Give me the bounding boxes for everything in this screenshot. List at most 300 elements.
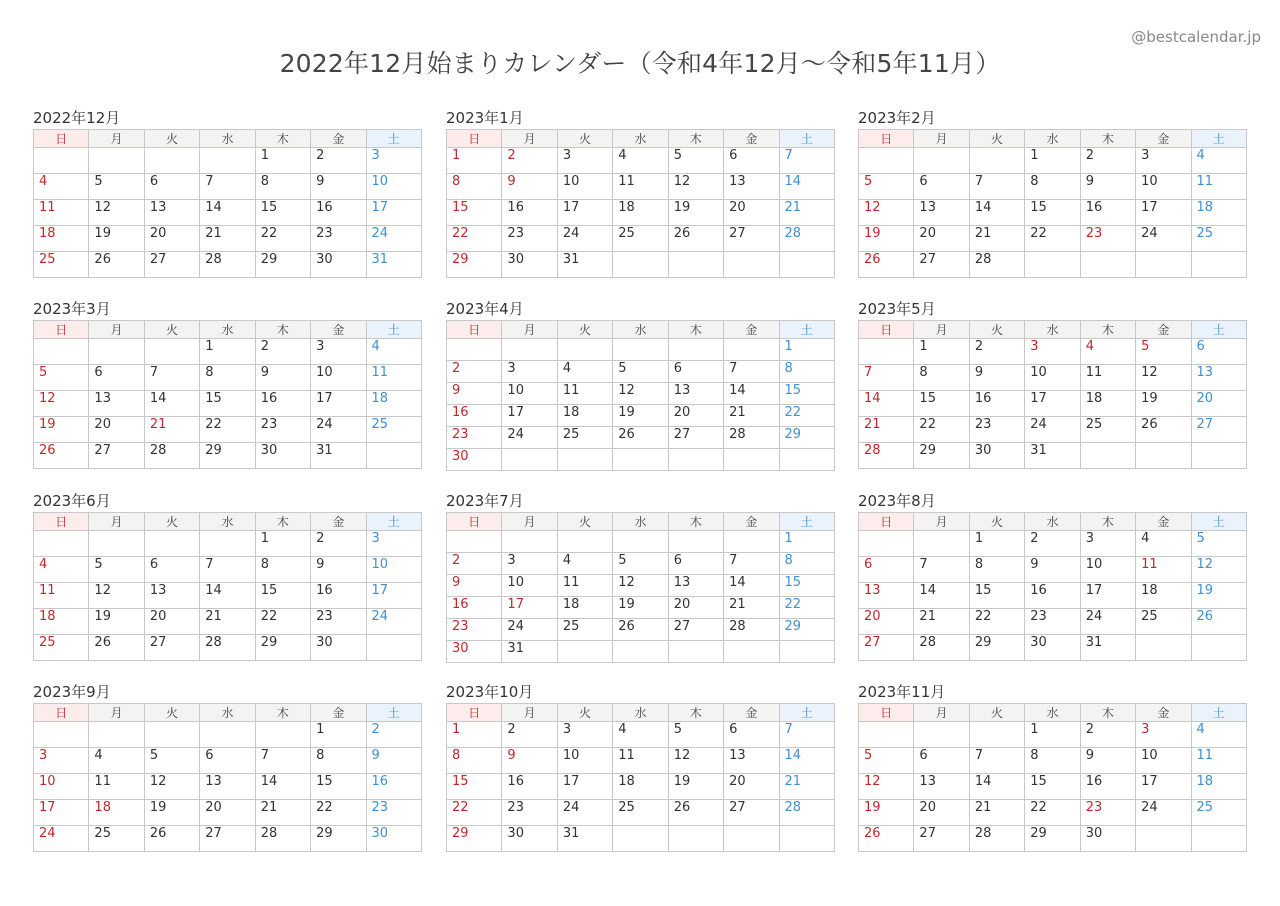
- day-cell: 6: [859, 557, 914, 583]
- month-calendar: [446, 107, 836, 278]
- week-row: [447, 148, 835, 174]
- weekday-header: 木: [668, 130, 723, 148]
- day-cell: 29: [200, 443, 255, 469]
- day-cell: 1: [255, 148, 310, 174]
- empty-day-cell: [613, 449, 668, 471]
- day-cell: 6: [89, 365, 144, 391]
- week-row: [34, 226, 422, 252]
- empty-day-cell: [613, 252, 668, 278]
- day-cell: 25: [557, 427, 612, 449]
- month-calendar: [446, 681, 836, 852]
- day-cell: 3: [34, 748, 89, 774]
- weekday-header: 木: [255, 321, 310, 339]
- weekday-header-row: [859, 704, 1247, 722]
- day-cell: 29: [447, 252, 502, 278]
- day-cell: 17: [1136, 200, 1191, 226]
- week-row: [34, 722, 422, 748]
- day-cell: 8: [200, 365, 255, 391]
- week-row: [447, 641, 835, 663]
- day-cell: 21: [200, 226, 255, 252]
- day-cell: 10: [1136, 748, 1191, 774]
- month-table: [33, 320, 422, 469]
- day-cell: 1: [447, 148, 502, 174]
- day-cell: 14: [200, 583, 255, 609]
- day-cell: 6: [914, 748, 969, 774]
- weekday-header: 火: [144, 704, 199, 722]
- weekday-header: 日: [447, 130, 502, 148]
- day-cell: 29: [779, 619, 834, 641]
- weekday-header: 月: [89, 704, 144, 722]
- weekday-header: 金: [724, 130, 779, 148]
- empty-day-cell: [34, 722, 89, 748]
- day-cell: 18: [613, 774, 668, 800]
- weekday-header: 日: [34, 704, 89, 722]
- weekday-header: 月: [914, 130, 969, 148]
- weekday-header: 土: [366, 704, 421, 722]
- weekday-header: 水: [200, 704, 255, 722]
- week-row: [859, 200, 1247, 226]
- weekday-header: 火: [557, 321, 612, 339]
- month-calendar: [33, 490, 423, 661]
- weekday-header: 土: [366, 130, 421, 148]
- day-cell: 30: [311, 635, 366, 661]
- month-title: 2023年5月: [858, 300, 936, 318]
- day-cell: 13: [859, 583, 914, 609]
- week-row: [447, 449, 835, 471]
- weekday-header: 日: [859, 321, 914, 339]
- empty-day-cell: [914, 531, 969, 557]
- day-cell: 29: [311, 826, 366, 852]
- month-calendar: [33, 681, 423, 852]
- week-row: [859, 417, 1247, 443]
- day-cell: 10: [366, 174, 421, 200]
- day-cell: 10: [1080, 557, 1135, 583]
- day-cell: 22: [779, 597, 834, 619]
- empty-day-cell: [668, 826, 723, 852]
- day-cell: 9: [311, 174, 366, 200]
- day-cell: 21: [255, 800, 310, 826]
- week-row: [447, 174, 835, 200]
- empty-day-cell: [724, 531, 779, 553]
- day-cell: 9: [502, 174, 557, 200]
- day-cell: 13: [724, 748, 779, 774]
- weekday-header: 金: [311, 704, 366, 722]
- weekday-header: 土: [1191, 321, 1246, 339]
- day-cell: 7: [200, 174, 255, 200]
- empty-day-cell: [557, 449, 612, 471]
- day-cell: 2: [311, 148, 366, 174]
- day-cell: 23: [1080, 800, 1135, 826]
- empty-day-cell: [447, 339, 502, 361]
- empty-day-cell: [969, 148, 1024, 174]
- day-cell: 9: [366, 748, 421, 774]
- day-cell: 21: [779, 200, 834, 226]
- week-row: [34, 200, 422, 226]
- weekday-header: 水: [613, 513, 668, 531]
- weekday-header: 日: [859, 513, 914, 531]
- day-cell: 27: [668, 427, 723, 449]
- day-cell: 16: [502, 774, 557, 800]
- empty-day-cell: [447, 531, 502, 553]
- day-cell: 15: [447, 200, 502, 226]
- month-calendar: [858, 490, 1248, 661]
- day-cell: 3: [1136, 722, 1191, 748]
- week-row: [859, 635, 1247, 661]
- day-cell: 22: [255, 226, 310, 252]
- day-cell: 21: [859, 417, 914, 443]
- day-cell: 1: [779, 339, 834, 361]
- day-cell: 11: [1136, 557, 1191, 583]
- day-cell: 24: [34, 826, 89, 852]
- day-cell: 7: [779, 148, 834, 174]
- weekday-header: 火: [557, 513, 612, 531]
- weekday-header: 水: [200, 321, 255, 339]
- day-cell: 6: [914, 174, 969, 200]
- week-row: [859, 609, 1247, 635]
- day-cell: 10: [1025, 365, 1080, 391]
- day-cell: 20: [914, 800, 969, 826]
- day-cell: 25: [34, 635, 89, 661]
- week-row: [859, 722, 1247, 748]
- weekday-header-row: [447, 704, 835, 722]
- weekday-header: 金: [1136, 513, 1191, 531]
- day-cell: 20: [724, 200, 779, 226]
- day-cell: 3: [1025, 339, 1080, 365]
- day-cell: 9: [255, 365, 310, 391]
- empty-day-cell: [859, 531, 914, 557]
- day-cell: 17: [311, 391, 366, 417]
- day-cell: 12: [859, 774, 914, 800]
- day-cell: 18: [34, 226, 89, 252]
- day-cell: 13: [1191, 365, 1246, 391]
- week-row: [859, 748, 1247, 774]
- day-cell: 9: [447, 575, 502, 597]
- month-title: 2023年7月: [446, 492, 524, 510]
- week-row: [859, 583, 1247, 609]
- day-cell: 2: [1080, 722, 1135, 748]
- day-cell: 22: [1025, 800, 1080, 826]
- day-cell: 20: [89, 417, 144, 443]
- weekday-header-row: [447, 321, 835, 339]
- weekday-header: 土: [366, 513, 421, 531]
- day-cell: 23: [447, 619, 502, 641]
- week-row: [447, 405, 835, 427]
- day-cell: 9: [311, 557, 366, 583]
- empty-day-cell: [668, 449, 723, 471]
- week-row: [859, 365, 1247, 391]
- week-row: [447, 200, 835, 226]
- day-cell: 2: [366, 722, 421, 748]
- weekday-header-row: [34, 704, 422, 722]
- day-cell: 19: [613, 597, 668, 619]
- day-cell: 11: [613, 748, 668, 774]
- day-cell: 20: [200, 800, 255, 826]
- day-cell: 4: [34, 557, 89, 583]
- day-cell: 16: [311, 583, 366, 609]
- empty-day-cell: [34, 531, 89, 557]
- empty-day-cell: [1136, 826, 1191, 852]
- day-cell: 24: [366, 609, 421, 635]
- day-cell: 3: [311, 339, 366, 365]
- month-title: 2023年3月: [33, 300, 111, 318]
- weekday-header-row: [34, 513, 422, 531]
- day-cell: 19: [89, 226, 144, 252]
- day-cell: 7: [724, 553, 779, 575]
- day-cell: 28: [200, 252, 255, 278]
- day-cell: 27: [200, 826, 255, 852]
- week-row: [34, 774, 422, 800]
- day-cell: 7: [724, 361, 779, 383]
- month-title: 2023年2月: [858, 109, 936, 127]
- month-title: 2023年10月: [446, 683, 534, 701]
- day-cell: 20: [668, 597, 723, 619]
- month-title: 2023年1月: [446, 109, 524, 127]
- week-row: [859, 174, 1247, 200]
- month-table: [446, 703, 835, 852]
- week-row: [859, 252, 1247, 278]
- weekday-header: 土: [1191, 704, 1246, 722]
- day-cell: 30: [311, 252, 366, 278]
- day-cell: 26: [859, 252, 914, 278]
- day-cell: 14: [724, 383, 779, 405]
- day-cell: 14: [779, 748, 834, 774]
- day-cell: 13: [200, 774, 255, 800]
- day-cell: 21: [779, 774, 834, 800]
- week-row: [447, 553, 835, 575]
- day-cell: 21: [969, 800, 1024, 826]
- day-cell: 2: [1080, 148, 1135, 174]
- day-cell: 3: [502, 361, 557, 383]
- empty-day-cell: [859, 148, 914, 174]
- empty-day-cell: [779, 641, 834, 663]
- day-cell: 7: [779, 722, 834, 748]
- day-cell: 30: [502, 252, 557, 278]
- day-cell: 15: [255, 200, 310, 226]
- day-cell: 23: [1080, 226, 1135, 252]
- day-cell: 8: [447, 174, 502, 200]
- empty-day-cell: [1080, 252, 1135, 278]
- day-cell: 24: [557, 800, 612, 826]
- day-cell: 26: [859, 826, 914, 852]
- week-row: [447, 383, 835, 405]
- month-table: [446, 512, 835, 663]
- day-cell: 19: [34, 417, 89, 443]
- day-cell: 31: [1080, 635, 1135, 661]
- day-cell: 17: [1025, 391, 1080, 417]
- day-cell: 25: [89, 826, 144, 852]
- day-cell: 6: [668, 361, 723, 383]
- day-cell: 19: [89, 609, 144, 635]
- day-cell: 5: [859, 174, 914, 200]
- weekday-header: 火: [969, 513, 1024, 531]
- weekday-header-row: [859, 513, 1247, 531]
- empty-day-cell: [779, 449, 834, 471]
- month-table: [858, 703, 1247, 852]
- day-cell: 7: [200, 557, 255, 583]
- day-cell: 7: [859, 365, 914, 391]
- day-cell: 7: [255, 748, 310, 774]
- day-cell: 23: [969, 417, 1024, 443]
- day-cell: 3: [1136, 148, 1191, 174]
- empty-day-cell: [557, 641, 612, 663]
- day-cell: 17: [34, 800, 89, 826]
- day-cell: 27: [89, 443, 144, 469]
- day-cell: 16: [1080, 200, 1135, 226]
- month-calendar: [33, 107, 423, 278]
- weekday-header: 水: [613, 130, 668, 148]
- week-row: [447, 722, 835, 748]
- day-cell: 14: [859, 391, 914, 417]
- week-row: [859, 339, 1247, 365]
- day-cell: 20: [668, 405, 723, 427]
- day-cell: 27: [668, 619, 723, 641]
- empty-day-cell: [969, 722, 1024, 748]
- day-cell: 15: [1025, 200, 1080, 226]
- day-cell: 12: [89, 200, 144, 226]
- weekday-header: 月: [89, 130, 144, 148]
- day-cell: 9: [1080, 174, 1135, 200]
- day-cell: 12: [89, 583, 144, 609]
- weekday-header: 日: [859, 130, 914, 148]
- day-cell: 30: [502, 826, 557, 852]
- day-cell: 26: [144, 826, 199, 852]
- day-cell: 19: [859, 226, 914, 252]
- weekday-header: 日: [859, 704, 914, 722]
- weekday-header: 火: [969, 321, 1024, 339]
- day-cell: 15: [311, 774, 366, 800]
- day-cell: 8: [447, 748, 502, 774]
- day-cell: 23: [366, 800, 421, 826]
- day-cell: 15: [914, 391, 969, 417]
- day-cell: 2: [255, 339, 310, 365]
- weekday-header: 土: [779, 513, 834, 531]
- week-row: [859, 826, 1247, 852]
- day-cell: 1: [1025, 722, 1080, 748]
- empty-day-cell: [89, 148, 144, 174]
- month-table: [33, 129, 422, 278]
- week-row: [34, 174, 422, 200]
- day-cell: 15: [200, 391, 255, 417]
- day-cell: 18: [366, 391, 421, 417]
- weekday-header: 火: [969, 130, 1024, 148]
- day-cell: 29: [447, 826, 502, 852]
- week-row: [859, 391, 1247, 417]
- week-row: [447, 252, 835, 278]
- day-cell: 6: [200, 748, 255, 774]
- day-cell: 15: [969, 583, 1024, 609]
- week-row: [34, 365, 422, 391]
- week-row: [34, 557, 422, 583]
- week-row: [34, 252, 422, 278]
- day-cell: 12: [613, 383, 668, 405]
- day-cell: 13: [144, 200, 199, 226]
- day-cell: 30: [255, 443, 310, 469]
- week-row: [447, 575, 835, 597]
- day-cell: 18: [557, 405, 612, 427]
- week-row: [34, 748, 422, 774]
- day-cell: 24: [502, 619, 557, 641]
- empty-day-cell: [1191, 443, 1246, 469]
- day-cell: 10: [311, 365, 366, 391]
- weekday-header: 月: [502, 130, 557, 148]
- day-cell: 7: [144, 365, 199, 391]
- day-cell: 31: [311, 443, 366, 469]
- day-cell: 18: [557, 597, 612, 619]
- day-cell: 4: [557, 553, 612, 575]
- week-row: [447, 748, 835, 774]
- day-cell: 24: [1136, 226, 1191, 252]
- day-cell: 30: [1025, 635, 1080, 661]
- day-cell: 26: [668, 226, 723, 252]
- weekday-header: 水: [200, 130, 255, 148]
- weekday-header: 月: [914, 321, 969, 339]
- day-cell: 16: [502, 200, 557, 226]
- month-table: [858, 320, 1247, 469]
- day-cell: 24: [1136, 800, 1191, 826]
- page-title: 2022年12月始まりカレンダー（令和4年12月〜令和5年11月）: [279, 49, 1001, 78]
- empty-day-cell: [613, 641, 668, 663]
- day-cell: 1: [779, 531, 834, 553]
- empty-day-cell: [502, 531, 557, 553]
- empty-day-cell: [200, 722, 255, 748]
- day-cell: 21: [914, 609, 969, 635]
- day-cell: 21: [724, 405, 779, 427]
- day-cell: 27: [724, 226, 779, 252]
- weekday-header: 日: [447, 321, 502, 339]
- month-table: [858, 129, 1247, 278]
- day-cell: 4: [1191, 148, 1246, 174]
- month-calendar: [858, 298, 1248, 469]
- day-cell: 19: [859, 800, 914, 826]
- day-cell: 14: [200, 200, 255, 226]
- empty-day-cell: [89, 531, 144, 557]
- weekday-header: 月: [502, 704, 557, 722]
- day-cell: 26: [613, 619, 668, 641]
- day-cell: 29: [914, 443, 969, 469]
- day-cell: 8: [255, 174, 310, 200]
- day-cell: 5: [613, 553, 668, 575]
- day-cell: 29: [255, 635, 310, 661]
- empty-day-cell: [200, 531, 255, 557]
- empty-day-cell: [724, 641, 779, 663]
- day-cell: 25: [1191, 226, 1246, 252]
- site-credit: @bestcalendar.jp: [1131, 28, 1261, 46]
- day-cell: 21: [144, 417, 199, 443]
- day-cell: 26: [34, 443, 89, 469]
- day-cell: 16: [366, 774, 421, 800]
- day-cell: 14: [779, 174, 834, 200]
- day-cell: 4: [613, 148, 668, 174]
- day-cell: 18: [89, 800, 144, 826]
- week-row: [34, 826, 422, 852]
- day-cell: 23: [1025, 609, 1080, 635]
- day-cell: 19: [668, 200, 723, 226]
- day-cell: 13: [724, 174, 779, 200]
- weekday-header: 月: [502, 321, 557, 339]
- day-cell: 24: [502, 427, 557, 449]
- month-title: 2023年9月: [33, 683, 111, 701]
- empty-day-cell: [724, 252, 779, 278]
- weekday-header: 火: [144, 321, 199, 339]
- day-cell: 2: [311, 531, 366, 557]
- empty-day-cell: [1136, 252, 1191, 278]
- week-row: [34, 417, 422, 443]
- weekday-header-row: [859, 130, 1247, 148]
- empty-day-cell: [668, 252, 723, 278]
- day-cell: 5: [1191, 531, 1246, 557]
- day-cell: 12: [613, 575, 668, 597]
- day-cell: 17: [366, 583, 421, 609]
